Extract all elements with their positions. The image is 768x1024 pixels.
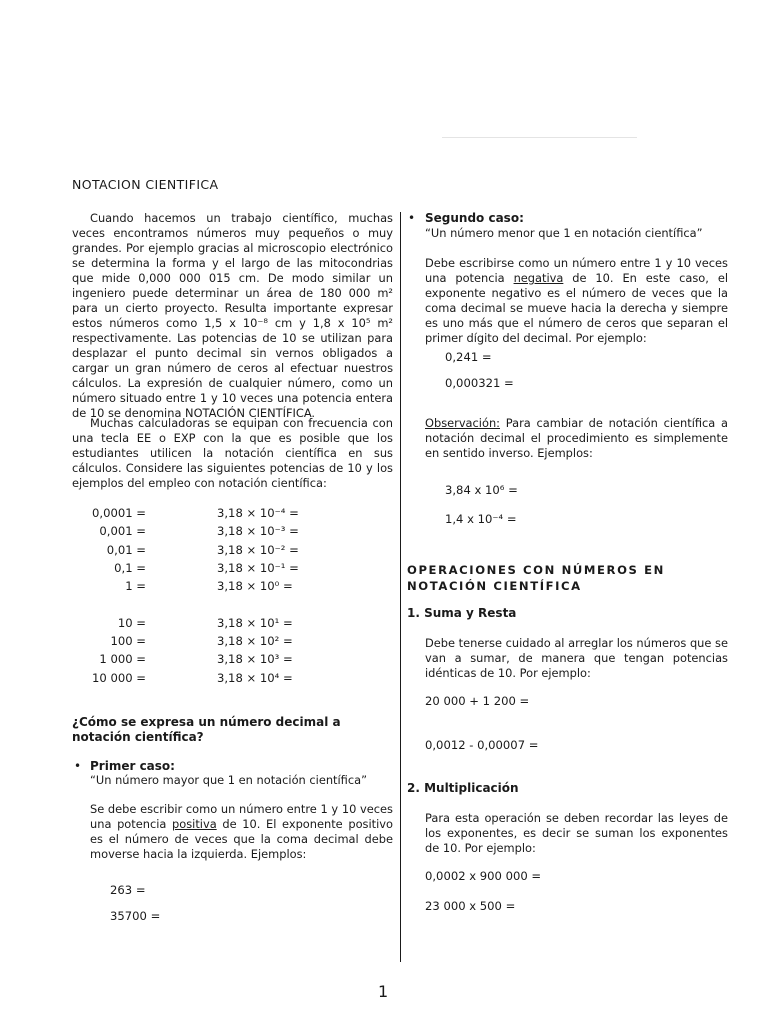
table-cell-scientific: 3,18 × 10³ = <box>217 652 293 667</box>
table-cell-scientific: 3,18 × 10⁻² = <box>217 542 299 557</box>
case1-explanation <box>90 802 393 862</box>
sum-paragraph: Debe tenerse cuidado al arreglar los números que se van a sumar, de manera que tengan potencias idénticas de 10. Por ejemplo: <box>425 636 728 680</box>
table-cell-scientific: 3,18 × 10² = <box>217 634 293 649</box>
multiplication-paragraph: Para esta operación se deben recordar las leyes de los exponentes, es decir se suman los exponentes de 10. Por ejemplo: <box>425 811 728 855</box>
bullet-case2: • <box>408 211 416 225</box>
case1-title: Primer caso: <box>90 759 175 773</box>
sum-heading: 1. Suma y Resta <box>407 606 517 620</box>
table-cell-decimal: 0,01 = <box>106 542 146 557</box>
case1-text-b: de 10. El exponente positivo es el número de veces que la coma decimal debe moverse hacia la izquierda. Ejemplos: <box>90 817 393 861</box>
table-cell-decimal: 1 000 = <box>99 652 146 667</box>
table-cell-scientific: 3,18 × 10⁻⁴ = <box>217 506 299 520</box>
column-divider <box>400 212 401 962</box>
table-cell-scientific: 3,18 × 10¹ = <box>217 615 293 630</box>
table-cell-scientific: 3,18 × 10⁻³ = <box>217 524 299 539</box>
table-cell-scientific: 3,18 × 10⁴ = <box>217 670 293 685</box>
operations-heading: OPERACIONES CON NÚMEROS EN NOTACIÓN CIENTÍFICA <box>407 563 665 593</box>
table-cell-decimal: 0,0001 = <box>92 506 146 520</box>
table-cell-scientific: 3,18 × 10⁰ = <box>217 579 293 594</box>
multiplication-example-2: 23 000 x 500 = <box>425 899 516 913</box>
case2-example-2: 0,000321 = <box>445 376 514 390</box>
page-number: 1 <box>378 982 389 1001</box>
case2-text-a: Debe escribirse como un número entre 1 y 10 veces una potencia <box>425 256 728 285</box>
observation-label: Observación: <box>425 416 500 430</box>
table-cell-decimal: 1 = <box>125 579 146 594</box>
table-cell-decimal: 0,1 = <box>114 560 146 575</box>
bullet-case1: • <box>74 759 82 773</box>
observation-paragraph <box>425 416 728 461</box>
intro-text: Cuando hacemos un trabajo científico, muchas veces encontramos números muy pequeños o muy grandes. Por ejemplo gracias al microscopio electrónico se determina la forma y el largo de las mitocondrias que mide 0,000 000 015 cm. De modo similar un ingeniero puede determinar un área de 180 000 m² para un cierto proyecto. Resulta importante expresar estos números como 1,5 x 10⁻⁸ cm y 1,8 x 10⁵ m² respectivamente. Las potencias de 10 se utilizan para desplazar el punto decimal sin vernos obligados a cargar un gran número de ceros al efectuar nuestros cálculos. La expresión de cualquier número, como un número situado entre 1 y 10 veces una potencia entera de 10 se denomina NOTACIÓN CIENTÍFICA. <box>72 211 393 420</box>
case2-title: Segundo caso: <box>425 211 524 225</box>
case2-example-1: 0,241 = <box>445 350 492 364</box>
case1-positiva: positiva <box>172 817 217 831</box>
sum-example-1: 20 000 + 1 200 = <box>425 694 530 708</box>
sum-example-2: 0,0012 - 0,00007 = <box>425 738 539 752</box>
multiplication-example-1: 0,0002 x 900 000 = <box>425 869 542 883</box>
observation-text: Para cambiar de notación científica a notación decimal el procedimiento es simplemente en sentido inverso. Ejemplos: <box>425 416 728 460</box>
table-cell-scientific: 3,18 × 10⁻¹ = <box>217 560 299 575</box>
powers-of-ten-table <box>72 504 393 694</box>
case2-quote: “Un número menor que 1 en notación científica” <box>425 226 703 240</box>
table-cell-decimal: 0,001 = <box>99 524 146 539</box>
table-cell-decimal: 10 = <box>117 615 146 630</box>
case1-example-1: 263 = <box>110 883 146 897</box>
case2-text-b: de 10. En este caso, el exponente negativo es el número de veces que la coma decimal se mueve hacia la derecha y siempre es uno más que el número de ceros que separan el primer dígito del decimal. Por ejemplo: <box>425 271 728 345</box>
case1-example-2: 35700 = <box>110 909 161 923</box>
header-rule <box>442 137 637 138</box>
inverse-example-2: 1,4 x 10⁻⁴ = <box>445 512 517 526</box>
case1-text-a: Se debe escribir como un número entre 1 y 10 veces una potencia <box>90 802 393 831</box>
question-heading: ¿Cómo se expresa un número decimal a notación científica? <box>72 715 341 744</box>
page-title: NOTACION CIENTIFICA <box>72 177 219 192</box>
case2-explanation <box>425 256 728 346</box>
case2-negativa: negativa <box>513 271 564 285</box>
table-cell-decimal: 100 = <box>110 634 146 649</box>
calculator-text: Muchas calculadoras se equipan con frecuencia con una tecla EE o EXP con la que es posible que los estudiantes utilicen la notación científica en sus cálculos. Considere las siguientes potencias de 10 y los ejemplos del empleo con notación científica: <box>72 416 393 490</box>
case1-quote: “Un número mayor que 1 en notación científica” <box>90 773 368 787</box>
table-cell-decimal: 10 000 = <box>92 670 146 685</box>
inverse-example-1: 3,84 x 10⁶ = <box>445 483 518 497</box>
calculator-paragraph <box>72 416 393 491</box>
multiplication-heading: 2. Multiplicación <box>407 781 519 795</box>
intro-paragraph <box>72 211 393 421</box>
